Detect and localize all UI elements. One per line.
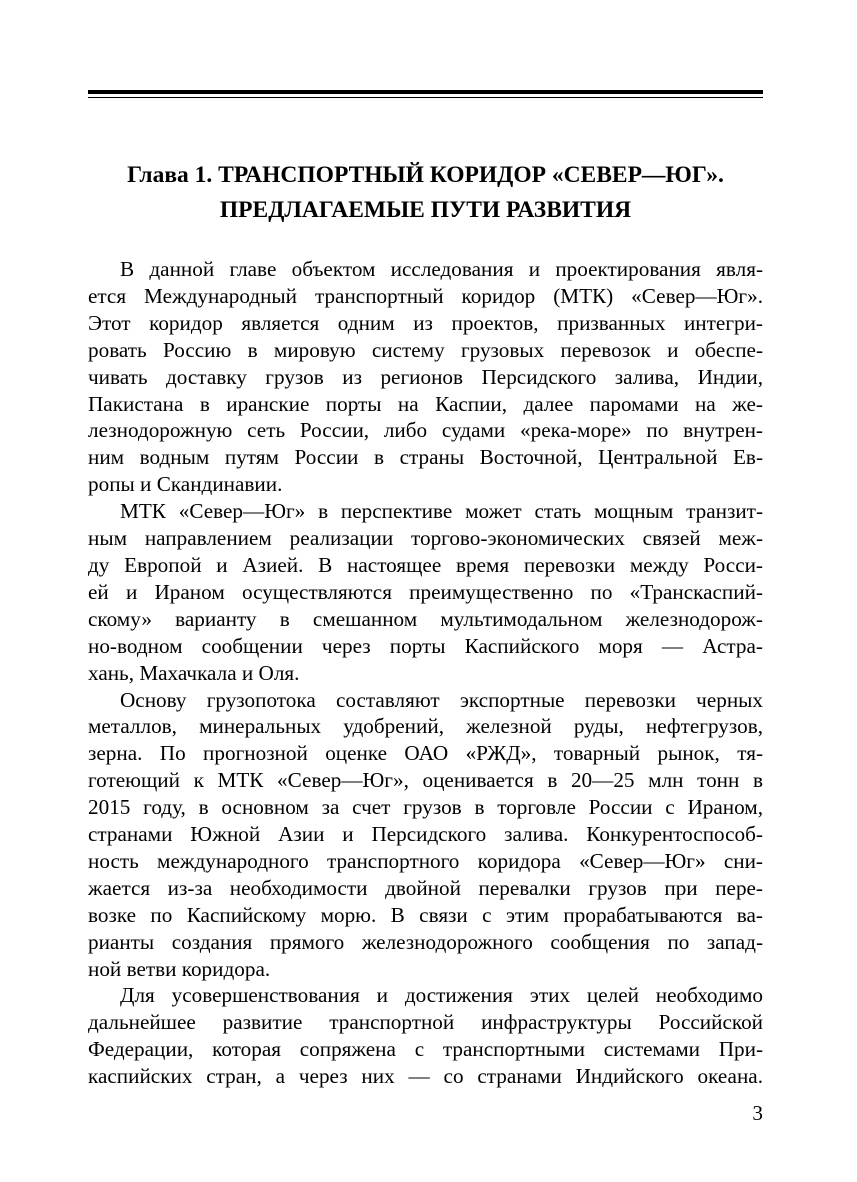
text-line: ропы и Скандинавии.: [88, 472, 283, 497]
text-line: ность международного транспортного коридора «Север—Юг» сни-: [88, 848, 763, 873]
text-line: Основу грузопотока составляют экспортные перевозки черных: [120, 687, 763, 712]
text-line: каспийских стран, а через них — со странами Индийского океана.: [88, 1064, 763, 1089]
header-rule-thin: [88, 97, 763, 98]
text-line: ровать Россию в мировую систему грузовых перевозок и обеспе-: [88, 337, 763, 362]
paragraph: [88, 498, 763, 686]
text-line: Этот коридор является одним из проектов, призванных интегри-: [88, 310, 763, 335]
text-line: В данной главе объектом исследования и проектирования явля-: [120, 257, 763, 281]
text-line: ется Международный транспортный коридор (МТК) «Север—Юг».: [88, 283, 763, 308]
text-line: рианты создания прямого железнодорожного сообщения по запад-: [88, 929, 763, 954]
paragraph: [88, 256, 763, 498]
chapter-title-line-2: ПРЕДЛАГАЕМЫЕ ПУТИ РАЗВИТИЯ: [219, 197, 632, 223]
chapter-title-line-1: Глава 1. ТРАНСПОРТНЫЙ КОРИДОР «СЕВЕР—ЮГ».: [127, 162, 724, 188]
text-line: ным направлением реализации торгово-экономических связей меж-: [88, 526, 763, 551]
text-line: ной ветви коридора.: [88, 956, 271, 981]
text-line: ей и Ираном осуществляются преимущественно по «Транскаспий-: [88, 579, 763, 604]
text-line: 2015 году, в основном за счет грузов в торговле России с Ираном,: [88, 795, 763, 820]
text-line: хань, Махачкала и Оля.: [88, 660, 300, 685]
page-number: 3: [752, 1101, 763, 1125]
text-line: МТК «Север—Юг» в перспективе может стать мощным транзит-: [120, 499, 763, 524]
text-line: странами Южной Азии и Персидского залива. Конкурентоспособ-: [88, 822, 763, 847]
text-line: лезнодорожную сеть России, либо судами «река-море» по внутрен-: [88, 418, 763, 443]
text-line: дальнейшее развитие транспортной инфраструктуры Российской: [88, 1010, 763, 1035]
text-line: зерна. По прогнозной оценке ОАО «РЖД», товарный рынок, тя-: [88, 741, 763, 766]
text-line: ним водным путям России в страны Восточной, Центральной Ев-: [88, 445, 763, 470]
book-page: [88, 0, 763, 1182]
chapter-title: [88, 158, 763, 228]
text-line: скому» варианту в смешанном мультимодальном железнодорож-: [88, 606, 763, 631]
text-line: готеющий к МТК «Север—Юг», оценивается в 20—25 млн тонн в: [88, 768, 763, 793]
text-line: металлов, минеральных удобрений, железной руды, нефтегрузов,: [88, 714, 763, 739]
text-line: Для усовершенствования и достижения этих целей необходимо: [120, 983, 763, 1008]
body-text: [88, 256, 763, 1090]
text-line: жается из-за необходимости двойной перевалки грузов при пере-: [88, 875, 763, 900]
text-line: чивать доставку грузов из регионов Персидского залива, Индии,: [88, 364, 763, 389]
header-rule-thick: [88, 90, 763, 94]
paragraph: [88, 982, 763, 1090]
text-line: Пакистана в иранские порты на Каспии, далее паромами на же-: [88, 391, 763, 416]
text-line: но-водном сообщении через порты Каспийского моря — Астра-: [88, 633, 763, 658]
text-line: Федерации, которая сопряжена с транспортными системами При-: [88, 1037, 763, 1062]
paragraph: [88, 687, 763, 983]
text-line: возке по Каспийскому морю. В связи с этим прорабатываются ва-: [88, 902, 763, 927]
text-line: ду Европой и Азией. В настоящее время перевозки между Росси-: [88, 552, 763, 577]
